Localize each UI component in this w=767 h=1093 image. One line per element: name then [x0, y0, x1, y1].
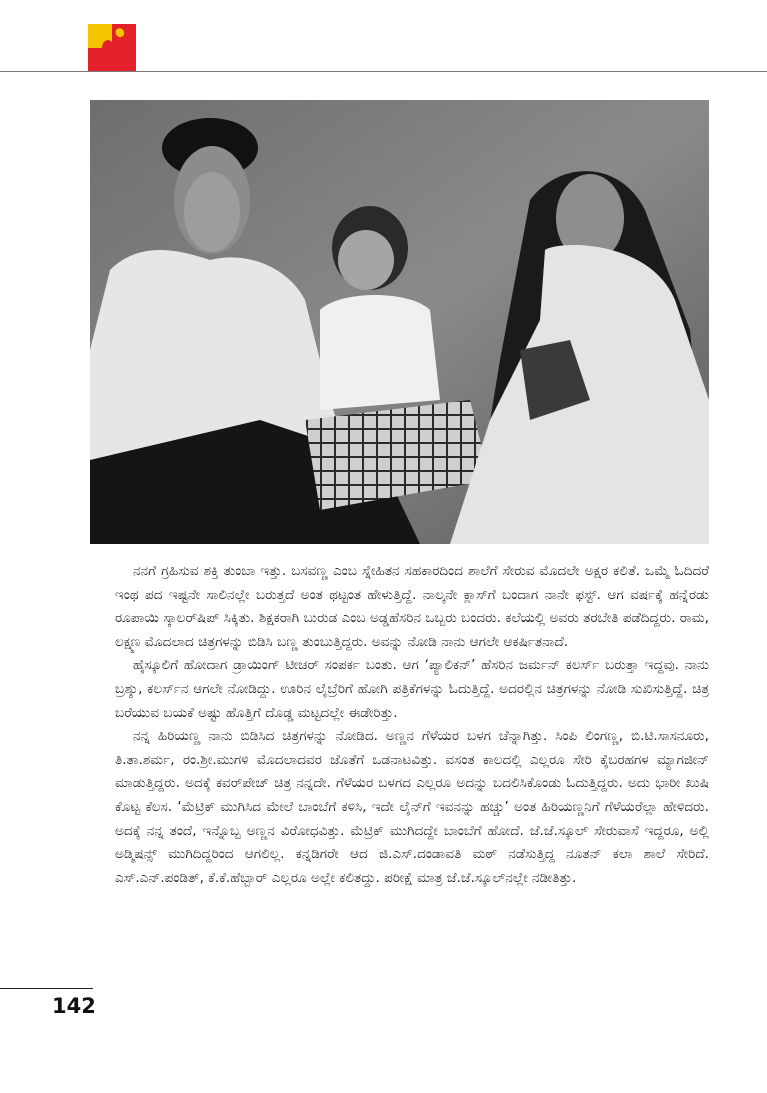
- header-rule: [0, 71, 767, 72]
- paragraph: ನನಗೆ ಗ್ರಹಿಸುವ ಶಕ್ತಿ ತುಂಬಾ ಇತ್ತು. ಬಸವಣ್ಣ ಎಂಬ ಸ್ನೇಹಿತನ ಸಹಕಾರದಿಂದ ಶಾಲೆಗೆ ಸೇರುವ ಮೊದಲೇ ಅಕ್ಷರ ಕಲಿತೆ. ಒಮ್ಮೆ ಓದಿದರೆ ಇಂಥ ಪದ ಇಷ್ಟನೇ ಸಾಲಿನಲ್ಲೇ ಬರುತ್ತದೆ ಅಂತ ಥಟ್ಟಂತ ಹೇಳುತ್ತಿದ್ದೆ. ನಾಲ್ಕನೇ ಕ್ಲಾಸ್‌ಗೆ ಬಂದಾಗ ನಾನೇ ಫಸ್ಟ್. ಆಗ ವರ್ಷಕ್ಕೆ ಹನ್ನೆರಡು ರೂಪಾಯಿ ಸ್ಕಾಲರ್‌ಷಿಪ್ ಸಿಕ್ಕಿತು. ಶಿಕ್ಷಕರಾಗಿ ಬುರುಡ ಎಂಬ ಅಡ್ಡಹೆಸರಿನ ಒಬ್ಬರು ಬಂದರು. ಕಲೆಯಲ್ಲಿ ಅವರು ತರಬೇತಿ ಪಡೆದಿದ್ದರು. ರಾಮ, ಲಕ್ಷ್ಮಣ ಮೊದಲಾದ ಚಿತ್ರಗಳನ್ನು ಬಿಡಿಸಿ ಬಣ್ಣ ತುಂಬುತ್ತಿದ್ದರು. ಅವನ್ನು ನೋಡಿ ನಾನು ಆಗಲೇ ಆಕರ್ಷಿತನಾದೆ.: [115, 563, 709, 650]
- article-body: [115, 560, 709, 890]
- paragraph: ಹೈಸ್ಕೂಲಿಗೆ ಹೋದಾಗ ಡ್ರಾಯಿಂಗ್ ಟೀಚರ್ ಸಂಪರ್ಕ ಬಂತು. ಆಗ ‘ಪ್ಯಾಲಿಕನ್’ ಹೆಸರಿನ ಜರ್ಮನ್ ಕಲರ್ಸ್ ಬರುತ್ತಾ ಇದ್ದವು. ನಾನು ಬ್ರಶ್ಶು, ಕಲರ್ಸ್‌ನ ಆಗಲೇ ನೋಡಿದ್ದು. ಊರಿನ ಲೈಬ್ರೆರಿಗೆ ಹೋಗಿ ಪತ್ರಿಕೆಗಳನ್ನು ಓದುತ್ತಿದ್ದೆ. ಅದರಲ್ಲಿನ ಚಿತ್ರಗಳನ್ನು ನೋಡಿ ಸುಖಿಸುತ್ತಿದ್ದೆ. ಚಿತ್ರ ಬರೆಯುವ ಬಯಕೆ ಅಷ್ಟು ಹೊತ್ತಿಗೆ ದೊಡ್ಡ ಮಟ್ಟದಲ್ಲೇ ಈಡೇರಿತ್ತು.: [115, 657, 709, 721]
- footer-rule: [0, 988, 93, 989]
- page-number: 142: [52, 994, 96, 1018]
- puzzle-logo-icon: [88, 24, 136, 72]
- paragraph: ನನ್ನ ಹಿರಿಯಣ್ಣ ನಾನು ಬಿಡಿಸಿದ ಚಿತ್ರಗಳನ್ನು ನೋಡಿದ. ಅಣ್ಣನ ಗೆಳೆಯರ ಬಳಗ ಚೆನ್ನಾಗಿತ್ತು. ಸಿಂಪಿ ಲಿಂಗಣ್ಣ, ಬಿ.ಟಿ.ಸಾಸನೂರು, ತಿ.ತಾ.ಶರ್ಮ, ರಂ.ಶ್ರೀ.ಮುಗಳಿ ಮೊದಲಾದವರ ಜೊತೆಗೆ ಒಡನಾಟವಿತ್ತು. ವಸಂತ ಕಾಲದಲ್ಲಿ ಎಲ್ಲರೂ ಸೇರಿ ಕೈಬರಹಗಳ ಮ್ಯಾಗಜೀನ್ ಮಾಡುತ್ತಿದ್ದರು. ಅದಕ್ಕೆ ಕವರ್‌ಪೇಜ್ ಚಿತ್ರ ನನ್ನದೇ. ಗೆಳೆಯರ ಬಳಗದ ಎಲ್ಲರೂ ಅದನ್ನು ಬದಲಿಸಿಕೊಂಡು ಓದುತ್ತಿದ್ದರು. ಅದು ಭಾರೀ ಖುಷಿ ಕೊಟ್ಟ ಕೆಲಸ. ‘ಮೆಟ್ರಿಕ್ ಮುಗಿಸಿದ ಮೇಲೆ ಬಾಂಬೆಗೆ ಕಳಿಸಿ, ಇದೇ ಲೈನ್‌ಗೆ ಇವನನ್ನು ಹಚ್ಚು’ ಅಂತ ಹಿರಿಯಣ್ಣನಿಗೆ ಗೆಳೆಯರೆಲ್ಲಾ ಹೇಳಿದರು. ಅದಕ್ಕೆ ನನ್ನ ತಂದೆ, ಇನ್ನೊಬ್ಬ ಅಣ್ಣನ ವಿರೋಧವಿತ್ತು. ಮೆಟ್ರಿಕ್ ಮುಗಿದದ್ದೇ ಬಾಂಬೆಗೆ ಹೋದೆ. ಜೆ.ಜೆ.ಸ್ಕೂಲ್ ಸೇರುವಾಸೆ ಇದ್ದರೂ, ಅಲ್ಲಿ ಅಡ್ಮಿಷನ್ಸ್ ಮುಗಿದಿದ್ದರಿಂದ ಆಗಲಿಲ್ಲ. ಕನ್ನಡಿಗರೇ ಆದ ಜಿ.ಎಸ್.ದಂಡಾವತಿ ಮಠ್ ನಡೆಸುತ್ತಿದ್ದ ನೂತನ್ ಕಲಾ ಶಾಲೆ ಸೇರಿದೆ. ಎಸ್.ಎನ್.ಪಂಡಿತ್, ಕೆ.ಕೆ.ಹೆಬ್ಬಾರ್ ಎಲ್ಲರೂ ಅಲ್ಲೇ ಕಲಿತದ್ದು. ಪರೀಕ್ಷೆ ಮಾತ್ರ ಜೆ.ಜೆ.ಸ್ಕೂಲ್‌ನಲ್ಲೇ ನಡೀತಿತ್ತು.: [115, 728, 709, 886]
- family-portrait-photo: [90, 100, 709, 544]
